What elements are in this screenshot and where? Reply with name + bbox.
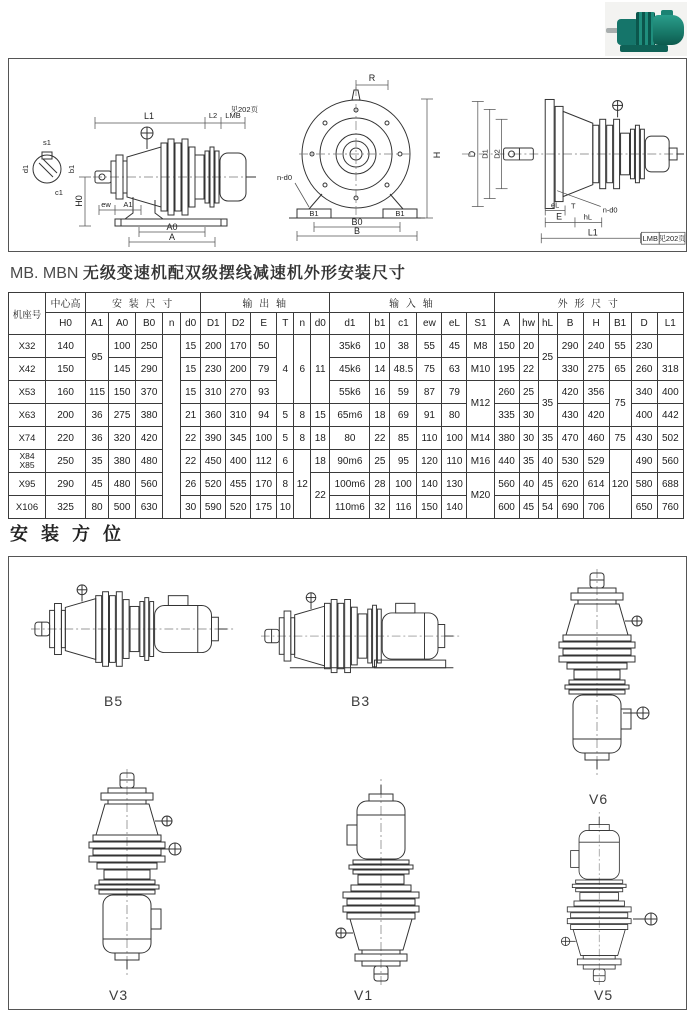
orientation-v5-drawing <box>551 809 663 989</box>
col-eL: eL <box>442 313 467 335</box>
cell-s1: M14 <box>467 427 494 450</box>
cell-d: 490 <box>631 450 657 473</box>
col-c1: c1 <box>390 313 417 335</box>
cell-a1: 95 <box>86 335 109 381</box>
cell-n2: 8 <box>294 404 311 427</box>
col-H: H <box>583 313 609 335</box>
cell-b: 420 <box>557 381 583 404</box>
cell-n2: 6 <box>294 335 311 404</box>
cell-b0: 560 <box>136 473 163 496</box>
cell-a0: 320 <box>109 427 136 450</box>
cell-a: 260 <box>494 381 519 404</box>
cell-el: 63 <box>442 358 467 381</box>
flange-view-drawing <box>456 59 685 247</box>
cell-c1: 69 <box>390 404 417 427</box>
dim-label-c1: c1 <box>55 188 63 197</box>
col-S1: S1 <box>467 313 494 335</box>
dim-label-n-d0: n-d0 <box>277 173 293 182</box>
cell-h: 275 <box>583 358 609 381</box>
cell-s1: M20 <box>467 473 494 519</box>
cell-b1i: 25 <box>370 450 390 473</box>
cell-model: X53 <box>9 381 46 404</box>
dim-label-R: R <box>368 73 376 83</box>
photo-motor <box>653 15 684 45</box>
orientation-label-v1: V1 <box>354 987 374 1003</box>
cell-ew: 120 <box>417 450 442 473</box>
cell-c1: 85 <box>390 427 417 450</box>
cell-d1o: 230 <box>201 358 226 381</box>
col-d1: d1 <box>330 313 370 335</box>
cell-s1: M12 <box>467 381 494 427</box>
cell-d0m: 15 <box>181 335 201 358</box>
cell-model: X32 <box>9 335 46 358</box>
cell-d02: 18 <box>311 450 330 473</box>
dim-label-E: E <box>556 211 563 222</box>
dimension-drawings-panel <box>8 58 687 252</box>
cell-h: 240 <box>583 335 609 358</box>
cell-d0m: 22 <box>181 427 201 450</box>
cell-e: 100 <box>251 427 277 450</box>
col-ew: ew <box>417 313 442 335</box>
cell-h: 529 <box>583 450 609 473</box>
sub-header-row <box>9 313 684 335</box>
orientation-b5-drawing <box>31 575 237 685</box>
cell-e: 112 <box>251 450 277 473</box>
cell-el: 100 <box>442 427 467 450</box>
cell-l1: 400 <box>657 381 683 404</box>
col-H0: H0 <box>46 313 86 335</box>
dim-label-A1: A1 <box>123 200 133 209</box>
col-D1: D1 <box>201 313 226 335</box>
cell-b1i: 28 <box>370 473 390 496</box>
group-center-height: 中心高 <box>46 293 86 313</box>
cell-h0: 160 <box>46 381 86 404</box>
cell-a1: 80 <box>86 496 109 519</box>
cell-a: 440 <box>494 450 519 473</box>
cell-h0: 140 <box>46 335 86 358</box>
cell-d2o: 310 <box>226 404 251 427</box>
col-A: A <box>494 313 519 335</box>
table-row <box>9 427 684 450</box>
corner-header: 机座号 <box>9 293 46 335</box>
cell-d1i: 90m6 <box>330 450 370 473</box>
cell-hw: 40 <box>519 473 538 496</box>
col-A1: A1 <box>86 313 109 335</box>
orientation-b3-drawing <box>261 583 463 691</box>
col-B0: B0 <box>136 313 163 335</box>
cell-d: 650 <box>631 496 657 519</box>
dimension-table <box>8 292 684 519</box>
dim-label-ew: ew <box>101 200 111 209</box>
cell-s1: M10 <box>467 358 494 381</box>
cell-d2o: 200 <box>226 358 251 381</box>
cell-b1i: 10 <box>370 335 390 358</box>
cell-t: 6 <box>277 450 294 473</box>
cell-b: 430 <box>557 404 583 427</box>
cell-h: 614 <box>583 473 609 496</box>
cell-c1: 116 <box>390 496 417 519</box>
cell-b0: 480 <box>136 450 163 473</box>
front-view-drawing <box>259 59 456 247</box>
cell-d2o: 170 <box>226 335 251 358</box>
cell-b0: 380 <box>136 404 163 427</box>
cell-a0: 100 <box>109 335 136 358</box>
cell-b1i: 32 <box>370 496 390 519</box>
cell-d: 230 <box>631 335 657 358</box>
col-b1: b1 <box>370 313 390 335</box>
cell-d1i: 100m6 <box>330 473 370 496</box>
cell-model: X106 <box>9 496 46 519</box>
cell-d1o: 310 <box>201 381 226 404</box>
section-heading-mounting-positions: 安 装 方 位 <box>10 524 126 544</box>
cell-hw: 35 <box>519 450 538 473</box>
cell-d1o: 390 <box>201 427 226 450</box>
cell-el: 110 <box>442 450 467 473</box>
dim-label-LMB: LMB <box>225 111 241 120</box>
cell-h0: 250 <box>46 450 86 473</box>
cell-hw: 25 <box>519 381 538 404</box>
col-d02: d0 <box>311 313 330 335</box>
cell-b1i: 16 <box>370 381 390 404</box>
cell-d: 400 <box>631 404 657 427</box>
cell-e: 175 <box>251 496 277 519</box>
cell-d0m: 21 <box>181 404 201 427</box>
orientation-label-b5: B5 <box>104 693 124 709</box>
cell-a0: 500 <box>109 496 136 519</box>
cell-ew: 87 <box>417 381 442 404</box>
cell-hl: 25 <box>538 335 557 381</box>
col-n: n <box>163 313 181 335</box>
cell-d1i: 45k6 <box>330 358 370 381</box>
page-title <box>10 260 406 283</box>
dim-label-B: B <box>353 226 361 236</box>
col-D2: D2 <box>226 313 251 335</box>
dim-label-D1: D1 <box>480 149 490 159</box>
cell-b1i: 18 <box>370 404 390 427</box>
cell-b: 330 <box>557 358 583 381</box>
cell-b0: 250 <box>136 335 163 358</box>
cell-b1: 65 <box>609 358 631 381</box>
cell-h0: 200 <box>46 404 86 427</box>
cell-l1: 688 <box>657 473 683 496</box>
cell-d02: 15 <box>311 404 330 427</box>
cell-c1: 100 <box>390 473 417 496</box>
cell-d: 580 <box>631 473 657 496</box>
cell-b: 470 <box>557 427 583 450</box>
cell-t: 5 <box>277 427 294 450</box>
cell-d0m: 15 <box>181 358 201 381</box>
cell-n2: 12 <box>294 450 311 519</box>
mounting-positions-panel <box>8 556 687 1010</box>
orientation-v1-drawing <box>326 775 434 989</box>
cell-hw: 20 <box>519 335 538 358</box>
col-E: E <box>251 313 277 335</box>
cell-a: 150 <box>494 335 519 358</box>
cell-d2o: 455 <box>226 473 251 496</box>
cell-t: 5 <box>277 404 294 427</box>
cell-a: 600 <box>494 496 519 519</box>
cell-ew: 55 <box>417 335 442 358</box>
cell-t: 10 <box>277 496 294 519</box>
cell-hl: 54 <box>538 496 557 519</box>
cell-d1i: 110m6 <box>330 496 370 519</box>
side-view-drawing <box>9 59 259 247</box>
cell-ew: 91 <box>417 404 442 427</box>
cell-a0: 480 <box>109 473 136 496</box>
cell-h: 460 <box>583 427 609 450</box>
table-row <box>9 450 684 473</box>
cell-e: 94 <box>251 404 277 427</box>
cell-d0m: 26 <box>181 473 201 496</box>
photo-base <box>620 45 668 52</box>
cell-e: 79 <box>251 358 277 381</box>
dim-label-hL: hL <box>583 212 592 222</box>
cell-d1o: 200 <box>201 335 226 358</box>
group-overall: 外 形 尺 寸 <box>494 293 683 313</box>
col-D: D <box>631 313 657 335</box>
cell-hw: 45 <box>519 496 538 519</box>
cell-s1: M8 <box>467 335 494 358</box>
cell-a0: 275 <box>109 404 136 427</box>
cell-a1: 36 <box>86 427 109 450</box>
cell-el: 140 <box>442 496 467 519</box>
cell-el: 80 <box>442 404 467 427</box>
dim-label-n-d0: n-d0 <box>602 205 618 215</box>
cell-d0m: 30 <box>181 496 201 519</box>
cell-e: 93 <box>251 381 277 404</box>
cell-ew: 150 <box>417 496 442 519</box>
orientation-label-v5: V5 <box>594 987 614 1003</box>
col-n2: n <box>294 313 311 335</box>
cell-l1 <box>657 335 683 358</box>
cell-b0: 290 <box>136 358 163 381</box>
dim-label-A: A <box>168 232 176 242</box>
dim-label-LMB: LMB <box>642 234 658 244</box>
cell-hl: 40 <box>538 450 557 473</box>
col-A0: A0 <box>109 313 136 335</box>
dim-label-D: D <box>466 150 477 158</box>
dim-label-L1: L1 <box>587 227 598 238</box>
cell-t: 4 <box>277 335 294 404</box>
product-photo <box>605 2 687 56</box>
table-row <box>9 496 684 519</box>
cell-l1: 560 <box>657 450 683 473</box>
cell-h: 420 <box>583 404 609 427</box>
cell-hw: 22 <box>519 358 538 381</box>
cell-a: 380 <box>494 427 519 450</box>
cell-b0: 370 <box>136 381 163 404</box>
cell-h: 356 <box>583 381 609 404</box>
cell-e: 170 <box>251 473 277 496</box>
dim-label-s1: s1 <box>43 138 51 147</box>
dim-label-L2: L2 <box>208 111 218 120</box>
cell-d: 340 <box>631 381 657 404</box>
group-header-row <box>9 293 684 313</box>
cell-hl: 45 <box>538 473 557 496</box>
cell-d1i: 35k6 <box>330 335 370 358</box>
cell-ew: 110 <box>417 427 442 450</box>
cell-model: X42 <box>9 358 46 381</box>
cell-d1o: 590 <box>201 496 226 519</box>
cell-h0: 150 <box>46 358 86 381</box>
dim-label-B1-left: B1 <box>309 209 319 218</box>
group-input-shaft: 输 入 轴 <box>330 293 494 313</box>
dim-label-L1: L1 <box>143 111 155 121</box>
cell-t: 8 <box>277 473 294 496</box>
cell-el: 79 <box>442 381 467 404</box>
cell-a: 195 <box>494 358 519 381</box>
cell-b1: 75 <box>609 427 631 450</box>
dim-label-D2: D2 <box>492 149 502 159</box>
table-row <box>9 473 684 496</box>
cell-d2o: 400 <box>226 450 251 473</box>
cell-d0m: 15 <box>181 381 201 404</box>
table-row <box>9 335 684 358</box>
cell-d: 430 <box>631 427 657 450</box>
col-B: B <box>557 313 583 335</box>
cell-b1i: 14 <box>370 358 390 381</box>
cell-model: X95 <box>9 473 46 496</box>
cell-a1: 45 <box>86 473 109 496</box>
orientation-label-v6: V6 <box>589 791 609 807</box>
cell-b0: 420 <box>136 427 163 450</box>
cell-b1: 75 <box>609 381 631 427</box>
cell-h0: 290 <box>46 473 86 496</box>
cell-d2o: 345 <box>226 427 251 450</box>
cell-a1: 35 <box>86 450 109 473</box>
dim-label-A0: A0 <box>166 222 178 232</box>
cell-a1: 36 <box>86 404 109 427</box>
cell-a0: 145 <box>109 358 136 381</box>
cell-hl: 35 <box>538 381 557 427</box>
cell-ew: 140 <box>417 473 442 496</box>
cell-l1: 318 <box>657 358 683 381</box>
group-output-shaft: 输 出 轴 <box>201 293 330 313</box>
dim-label-H: H <box>432 151 442 159</box>
cell-d02: 22 <box>311 473 330 519</box>
cell-d2o: 520 <box>226 496 251 519</box>
cell-n-empty <box>163 335 181 519</box>
cell-b1i: 22 <box>370 427 390 450</box>
cell-d1i: 65m6 <box>330 404 370 427</box>
cell-d02: 11 <box>311 335 330 404</box>
cell-hw: 30 <box>519 404 538 427</box>
cell-b: 690 <box>557 496 583 519</box>
cell-b1: 120 <box>609 450 631 519</box>
orientation-label-v3: V3 <box>109 987 129 1003</box>
col-hw: hw <box>519 313 538 335</box>
cell-el: 130 <box>442 473 467 496</box>
col-T: T <box>277 313 294 335</box>
cell-d2o: 270 <box>226 381 251 404</box>
cell-d1o: 360 <box>201 404 226 427</box>
cell-d1i: 80 <box>330 427 370 450</box>
cell-e: 50 <box>251 335 277 358</box>
cell-s1: M16 <box>467 450 494 473</box>
cell-d0m: 22 <box>181 450 201 473</box>
cell-model: X74 <box>9 427 46 450</box>
cell-a: 560 <box>494 473 519 496</box>
cell-model: X63 <box>9 404 46 427</box>
cell-b0: 630 <box>136 496 163 519</box>
cell-d1o: 450 <box>201 450 226 473</box>
cell-b: 620 <box>557 473 583 496</box>
orientation-label-b3: B3 <box>351 693 371 709</box>
cell-el: 45 <box>442 335 467 358</box>
dim-label-b1: b1 <box>67 164 76 174</box>
cell-l1: 442 <box>657 404 683 427</box>
table-row <box>9 381 684 404</box>
cell-c1: 95 <box>390 450 417 473</box>
see-page-note: 见202页 <box>230 105 258 114</box>
cell-a0: 380 <box>109 450 136 473</box>
title-main: 无级变速机配双级摆线减速机外形安装尺寸 <box>82 265 406 282</box>
col-B1: B1 <box>609 313 631 335</box>
orientation-v3-drawing <box>71 767 183 989</box>
col-L1: L1 <box>657 313 683 335</box>
cell-hw: 30 <box>519 427 538 450</box>
cell-a0: 150 <box>109 381 136 404</box>
table-row <box>9 404 684 427</box>
cell-n2: 8 <box>294 427 311 450</box>
cell-hl: 35 <box>538 427 557 450</box>
cell-c1: 38 <box>390 335 417 358</box>
cell-a1: 115 <box>86 381 109 404</box>
cell-b: 290 <box>557 335 583 358</box>
cell-a: 335 <box>494 404 519 427</box>
dim-label-B0: B0 <box>351 217 363 227</box>
cell-l1: 502 <box>657 427 683 450</box>
cell-d1i: 55k6 <box>330 381 370 404</box>
cell-c1: 48.5 <box>390 358 417 381</box>
title-model-prefix: MB. MBN <box>10 265 79 282</box>
cell-d: 260 <box>631 358 657 381</box>
table-row <box>9 358 684 381</box>
dim-label-B1-right: B1 <box>395 209 405 218</box>
dim-label-eL: eL <box>551 200 560 210</box>
cell-b: 530 <box>557 450 583 473</box>
cell-l1: 760 <box>657 496 683 519</box>
cell-h0: 220 <box>46 427 86 450</box>
cell-d1o: 520 <box>201 473 226 496</box>
group-mounting: 安 装 尺 寸 <box>86 293 201 313</box>
dim-label-T: T <box>570 201 576 211</box>
cell-model: X84 X85 <box>9 450 46 473</box>
cell-h: 706 <box>583 496 609 519</box>
cell-h0: 325 <box>46 496 86 519</box>
dim-label-d1: d1 <box>21 164 30 174</box>
cell-c1: 59 <box>390 381 417 404</box>
col-hL: hL <box>538 313 557 335</box>
cell-b1: 55 <box>609 335 631 358</box>
cell-d02: 18 <box>311 427 330 450</box>
col-d0: d0 <box>181 313 201 335</box>
see-page-note: 见202页 <box>658 234 686 244</box>
orientation-v6-drawing <box>541 563 653 791</box>
dim-label-H0: H0 <box>74 195 84 207</box>
cell-ew: 75 <box>417 358 442 381</box>
